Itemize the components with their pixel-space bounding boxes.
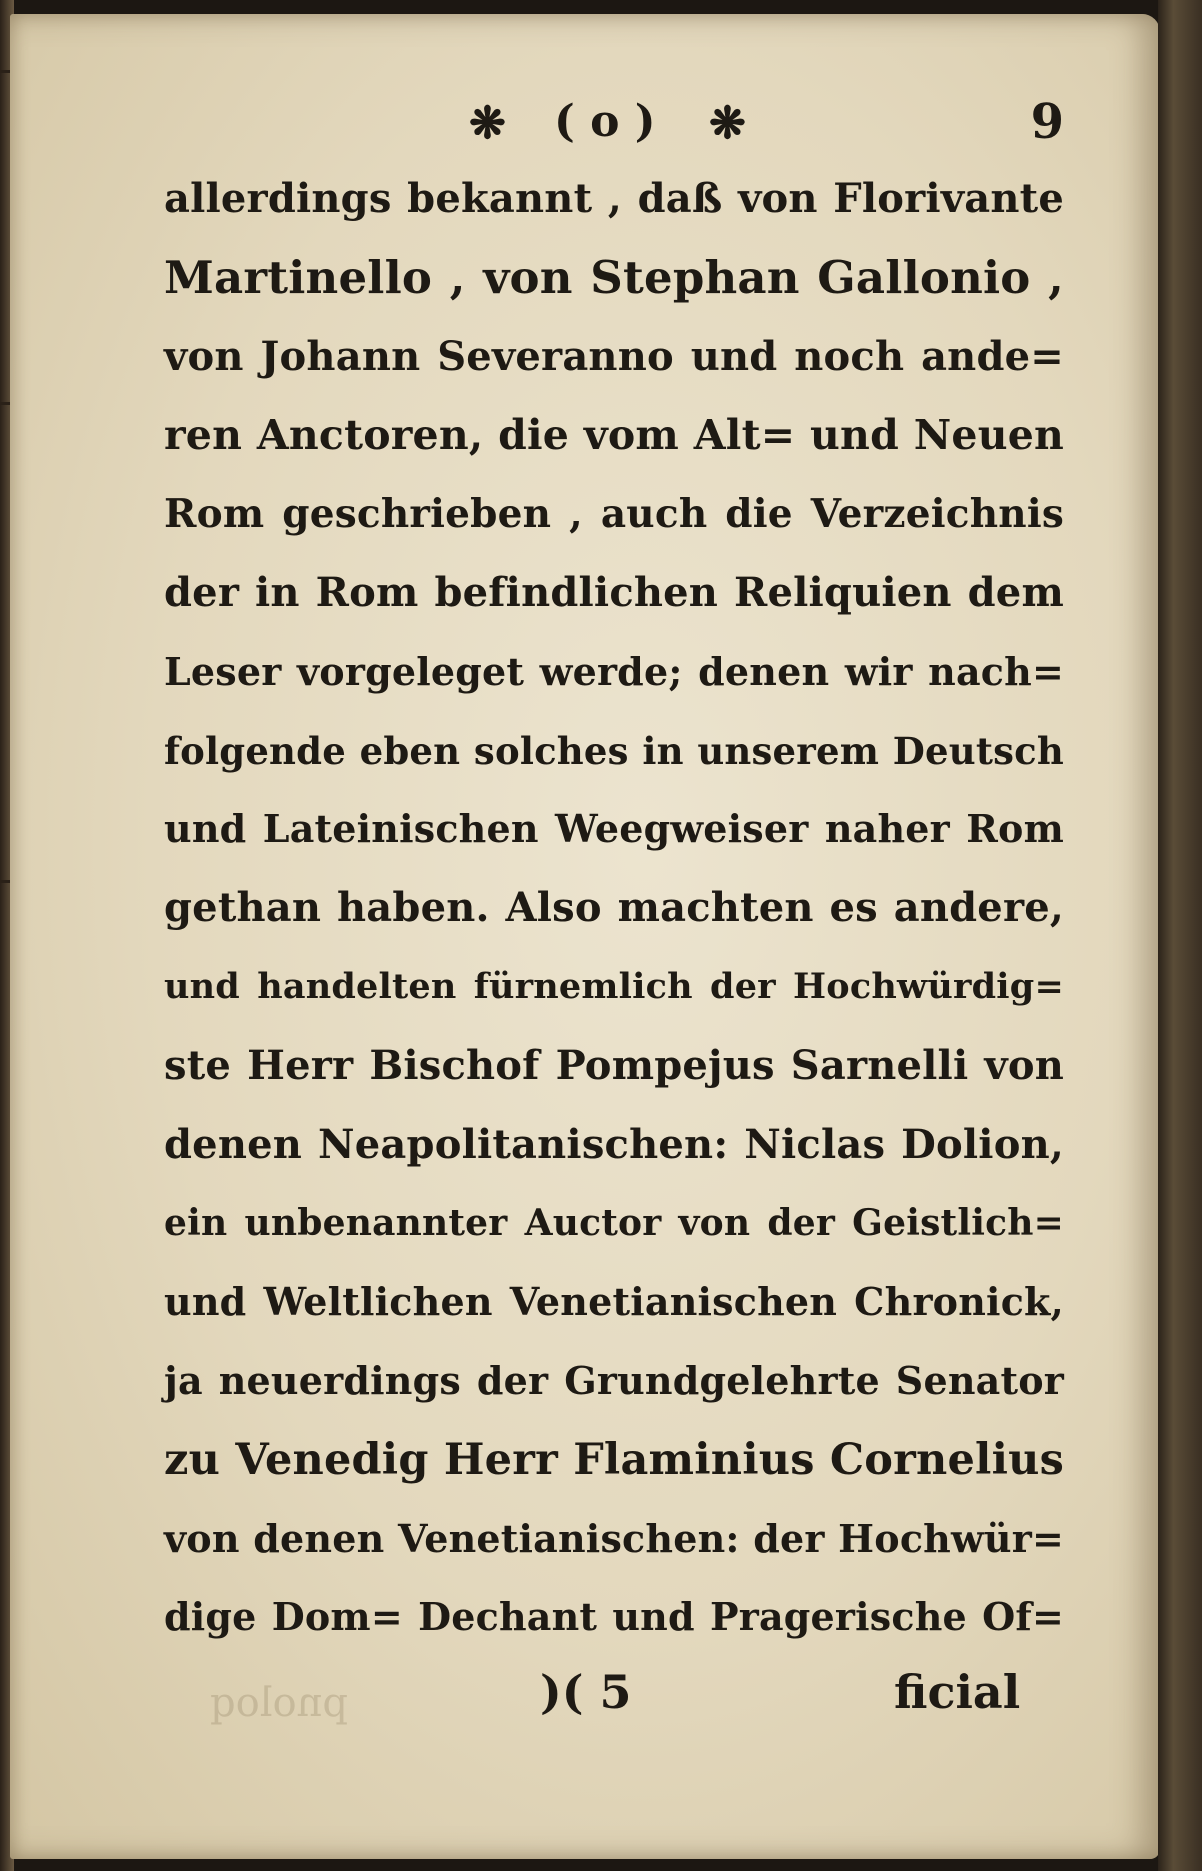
text-line: der in Rom befindlichen Reliquien dem [164,568,1064,616]
page-footer [164,1657,1064,1727]
text-line: Leser vorgeleget werde; denen wir nach= [164,648,1064,694]
catchword: ficial [894,1665,1021,1720]
text-line: gethan haben. Also machten es andere, [164,884,1064,932]
text-line: dige Dom= Dechant und Pragerische Of= [164,1594,1064,1640]
flower-ornament-icon: ❋ [709,98,748,149]
text-line: ja neuerdings der Grundgelehrte Senator [164,1357,1064,1403]
text-line: allerdings bekannt , daß von Florivante [164,175,1064,222]
text-line: zu Venedig Herr Flaminius Cornelius [164,1434,1064,1485]
text-line: denen Neapolitanischen: Niclas Dolion, [164,1120,1064,1168]
text-line: von Johann Severanno und noch ande= [164,332,1064,380]
header-folio: ( o ) [554,96,656,147]
flower-ornament-icon: ❋ [469,98,508,149]
text-line: von denen Venetianischen: der Hochwür= [164,1515,1064,1561]
text-line: folgende eben solches in unserem Deutsch [164,728,1064,773]
text-line: und Lateinischen Weegweiser naher Rom [164,806,1064,852]
text-line: ein unbenannter Auctor von der Geistlich= [164,1202,1064,1245]
text-line: ren Anctoren, die vom Alt= und Neuen [164,411,1064,460]
body-text [164,160,1064,1657]
signature-mark: )( 5 [540,1665,632,1720]
text-line: ste Herr Bischof Pompejus Sarnelli von [164,1041,1064,1089]
text-line: und handelten fürnemlich der Hochwürdig= [164,965,1064,1007]
show-through-text: pnoloq [210,1680,348,1726]
text-line: und Weltlichen Venetianischen Chronick, [164,1279,1064,1325]
page-number: 9 [1030,94,1064,150]
running-header [164,94,1064,160]
text-line: Rom geschrieben , auch die Verzeichnis [164,491,1064,538]
page-fore-edge [1158,0,1202,1871]
text-line: Martinello , von Stephan Gallonio , [164,250,1064,304]
text-block [164,94,1064,1727]
